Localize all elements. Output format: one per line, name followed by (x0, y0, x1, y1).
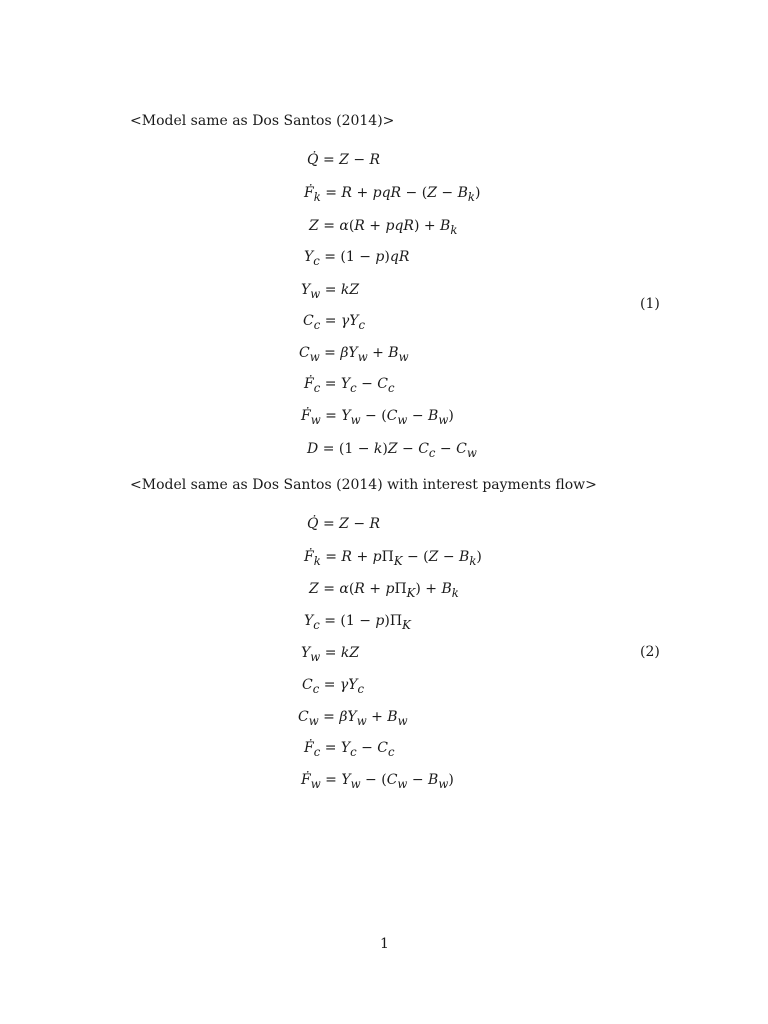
equation-1-7: $C_w = \beta Y_w + B_w$ (299, 345, 409, 364)
equation-1-10: $D = (1 - k)Z - C_c - C_w$ (307, 441, 477, 460)
equation-2-4: $Y_c = (1 - p)\Pi_K$ (304, 613, 411, 632)
page-number: 1 (380, 936, 389, 952)
equation-1-8: $Ḟ_c = Y_c - C_c$ (304, 376, 395, 395)
equation-1-1: Q̇ = Z − R (307, 152, 381, 168)
equation-1-6: $C_c = \gamma Y_c$ (303, 313, 366, 332)
equation-2-3: $Z = \alpha(R + p\Pi_K) + B_k$ (309, 581, 459, 600)
equation-number-2: (2) (640, 644, 660, 660)
section-1-heading: <Model same as Dos Santos (2014)> (130, 113, 395, 129)
equation-2-8: $Ḟ_c = Y_c - C_c$ (304, 740, 395, 759)
equation-2-7: $C_w = \beta Y_w + B_w$ (298, 709, 408, 728)
equation-2-9: $Ḟ_w = Y_w - (C_w - B_w)$ (301, 772, 454, 791)
equation-1-3: $Z = \alpha(R + pqR) + B_k$ (309, 218, 458, 237)
equation-1-5: $Y_w$ = kZ (301, 282, 360, 301)
section-2-heading: <Model same as Dos Santos (2014) with interest payments flow> (130, 477, 597, 493)
equation-2-6: $C_c = \gamma Y_c$ (302, 677, 365, 696)
equation-2-1: Q̇ = Z − R (307, 516, 381, 532)
equation-2-2: $Ḟ_k = R + p\Pi_K - (Z - B_k)$ (304, 549, 482, 568)
equation-1-4: $Y_c = (1 - p)qR$ (304, 249, 410, 268)
equation-1-2: $Ḟ_k = R$ + pqR − $(Z - B_k)$ (304, 185, 481, 204)
equation-number-1: (1) (640, 296, 660, 312)
equation-2-5: $Y_w$ = kZ (301, 645, 360, 664)
equation-1-9: $Ḟ_w = Y_w - (C_w - B_w)$ (301, 408, 454, 427)
